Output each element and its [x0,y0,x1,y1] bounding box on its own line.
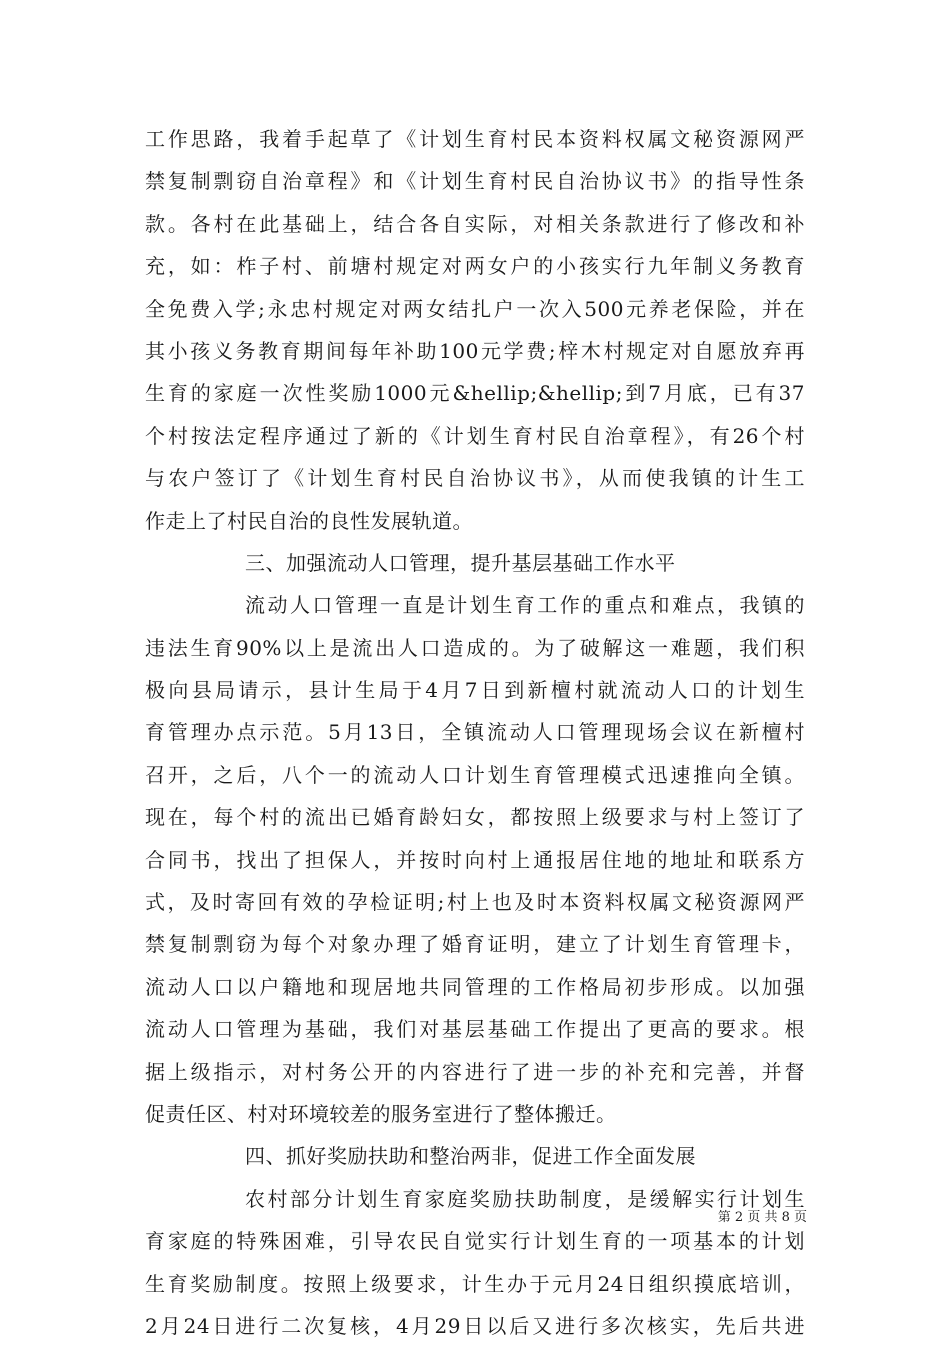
text-line: 工作思路，我着手起草了《计划生育村民本资料权属文秘资源网严 [145,127,805,151]
text-line: 款。各村在此基础上，结合各自实际，对相关条款进行了修改和补 [145,211,805,236]
section-heading: 三、加强流动人口管理，提升基层基础工作水平 [245,550,676,575]
text-line: 其小孩义务教育期间每年补助100元学费;梓木村规定对自愿放弃再 [145,338,805,363]
text-line: 育管理办点示范。5月13日，全镇流动人口管理现场会议在新檀村 [145,720,805,745]
text-line: 生育的家庭一次性奖励1000元&hellip;&hellip;到7月底，已有37 [145,381,805,406]
text-line: 召开，之后，八个一的流动人口计划生育管理模式迅速推向全镇。 [145,762,805,787]
text-line: 个村按法定程序通过了新的《计划生育村民自治章程》，有26个村 [145,423,805,448]
text-line: 农村部分计划生育家庭奖励扶助制度，是缓解实行计划生 [245,1186,805,1211]
text-line: 育家庭的特殊困难，引导农民自觉实行计划生育的一项基本的计划 [145,1229,805,1254]
text-line: 流动人口管理一直是计划生育工作的重点和难点，我镇的 [245,593,805,618]
text-line: 现在，每个村的流出已婚育龄妇女，都按照上级要求与村上签订了 [145,805,805,830]
text-line: 生育奖励制度。按照上级要求，计生办于元月24日组织摸底培训， [145,1271,805,1296]
text-line: 充，如：柞子村、前塘村规定对两女户的小孩实行九年制义务教育 [145,254,805,279]
text-line: 促责任区、村对环境较差的服务室进行了整体搬迁。 [145,1101,617,1126]
text-line: 全免费入学;永忠村规定对两女结扎户一次入500元养老保险，并在 [145,296,805,321]
section-heading: 四、抓好奖励扶助和整治两非，促进工作全面发展 [245,1144,696,1169]
text-line: 禁复制剽窃为每个对象办理了婚育证明，建立了计划生育管理卡， [145,932,805,957]
text-line: 与农户签订了《计划生育村民自治协议书》，从而使我镇的计生工 [145,466,805,491]
text-line: 作走上了村民自治的良性发展轨道。 [145,508,473,533]
text-line: 流动人口以户籍地和现居地共同管理的工作格局初步形成。以加强 [145,974,805,999]
text-line: 流动人口管理为基础，我们对基层基础工作提出了更高的要求。根 [145,1017,805,1042]
text-line: 禁复制剽窃自治章程》和《计划生育村民自治协议书》的指导性条 [145,169,805,194]
text-line: 式，及时寄回有效的孕检证明;村上也及时本资料权属文秘资源网严 [145,890,805,915]
document-body [145,118,805,1347]
text-line: 2月24日进行二次复核，4月29日以后又进行多次核实，先后共进 [145,1313,805,1338]
text-line: 极向县局请示，县计生局于4月7日到新檀村就流动人口的计划生 [145,678,805,703]
text-line: 合同书，找出了担保人，并按时向村上通报居住地的地址和联系方 [145,847,805,872]
text-line: 据上级指示，对村务公开的内容进行了进一步的补充和完善，并督 [145,1059,805,1084]
text-line: 违法生育90%以上是流出人口造成的。为了破解这一难题，我们积 [145,635,805,660]
page-number: 第 2 页 共 8 页 [717,1210,807,1225]
